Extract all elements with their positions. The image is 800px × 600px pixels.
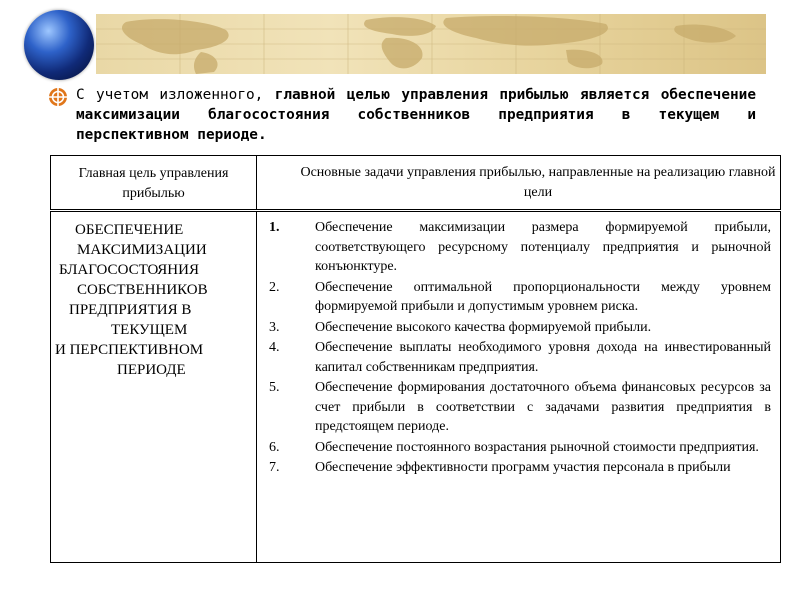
- task-number: 6.: [269, 439, 280, 455]
- task-number: 2.: [269, 279, 280, 295]
- intro-paragraph: [76, 85, 756, 145]
- task-text: Обеспечение постоянного возрастания рыночной стоимости предприятия.: [315, 439, 759, 455]
- task-text: Обеспечение оптимальной пропорциональности между уровнем формируемой прибыли и допустимым уровнем риска.: [315, 279, 771, 314]
- target-bullet-icon: [48, 87, 68, 107]
- map-banner: [96, 14, 766, 74]
- goal-cell: [51, 211, 257, 563]
- goal-line: БЛАГОСОСТОЯНИЯ: [59, 262, 199, 278]
- task-text: Обеспечение выплаты необходимого уровня дохода на инвестированный капитал собственникам предприятия.: [315, 340, 771, 375]
- goal-line: СОБСТВЕННИКОВ: [77, 282, 208, 298]
- task-item: [269, 438, 771, 458]
- task-text: Обеспечение высокого качества формируемой прибыли.: [315, 319, 652, 335]
- task-item: [269, 318, 771, 338]
- goal-line: ПЕРИОДЕ: [117, 362, 186, 378]
- task-item: [269, 458, 771, 478]
- intro-prefix: С учетом изложенного,: [76, 87, 275, 103]
- profit-management-table: [50, 155, 781, 563]
- goal-line: ОБЕСПЕЧЕНИЕ: [75, 222, 184, 238]
- goal-line: МАКСИМИЗАЦИИ: [77, 242, 207, 258]
- task-item: [269, 338, 771, 377]
- task-item: [269, 378, 771, 437]
- goal-line: И ПЕРСПЕКТИВНОМ: [55, 342, 204, 358]
- world-map-decoration: [96, 14, 766, 74]
- task-number: 4.: [269, 340, 280, 355]
- header-goal: Главная цель управления прибылью: [51, 156, 257, 211]
- tasks-cell: [257, 211, 781, 563]
- task-item: [269, 278, 771, 317]
- task-item: [269, 218, 771, 277]
- header-tasks: Основные задачи управления прибылью, направленные на реализацию главной цели: [257, 156, 781, 211]
- task-text: Обеспечение формирования достаточного объема финансовых ресурсов за счет прибыли в соответствии с задачами развития предприятия в предстоящем периоде.: [315, 380, 771, 434]
- goal-line: ТЕКУЩЕМ: [111, 322, 188, 338]
- task-number: 5.: [269, 380, 280, 395]
- task-number: 3.: [269, 319, 280, 335]
- table-body-row: [51, 211, 781, 563]
- task-number: 1.: [269, 220, 280, 235]
- globe-icon: [24, 10, 94, 80]
- intro-main-goal: главной целью управления прибылью является обеспечение максимизации благосостояния собственников предприятия в текущем и перспективном периоде.: [76, 87, 756, 143]
- task-text: Обеспечение эффективности программ участия персонала в прибыли: [315, 460, 731, 475]
- goal-line: ПРЕДПРИЯТИЯ В: [69, 302, 192, 318]
- task-text: Обеспечение максимизации размера формируемой прибыли, соответствующего ресурсному потенциалу предприятия и рыночной конъюнктуре.: [315, 220, 771, 274]
- table-header-row: [51, 156, 781, 211]
- task-number: 7.: [269, 460, 280, 475]
